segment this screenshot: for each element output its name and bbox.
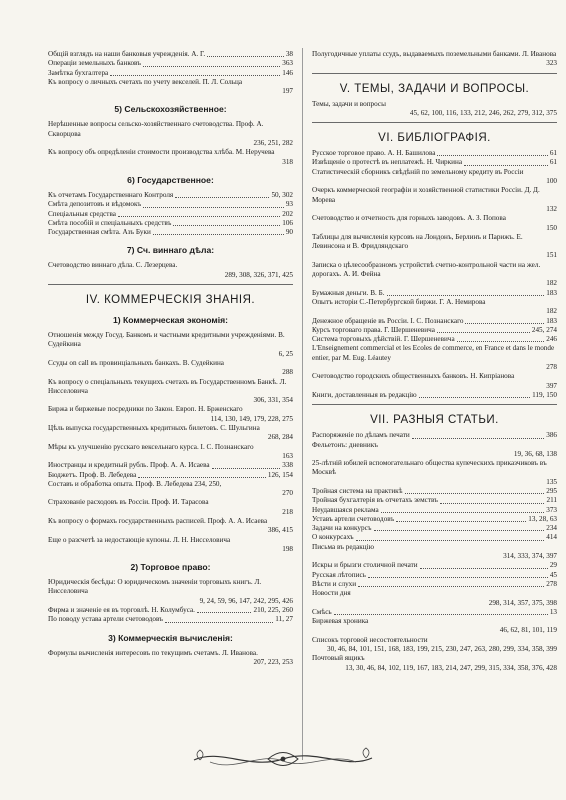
section-divider — [312, 404, 557, 405]
entry-pages: 13, 28, 63 — [528, 514, 557, 523]
entry-pages: 246 — [546, 335, 557, 344]
index-entry — [312, 487, 557, 496]
entry-title: Счетоводство городскихъ общественныхъ банковъ. Н. Кипріанова — [312, 372, 515, 381]
entry-title: Биржа и биржевые посредники по Закон. Европ. Н. Брженскаго — [48, 405, 243, 414]
dot-leader — [405, 493, 545, 494]
entry-pages: 132 — [546, 204, 557, 213]
index-entry — [48, 69, 293, 78]
entry-pages: 30, 46, 84, 101, 151, 168, 183, 199, 215, 230, 247, 263, 280, 299, 334, 358, 399 — [327, 645, 557, 654]
entry-title: Смѣсь — [312, 607, 332, 616]
entry-pages: 182 — [546, 279, 557, 288]
index-entry — [312, 506, 557, 515]
entry-title: Цѣль выпуска государственныхъ кредитныхъ билетовъ. С. Шульгина — [48, 424, 260, 433]
section-title-v: V. ТЕМЫ, ЗАДАЧИ И ВОПРОСЫ. — [339, 82, 530, 95]
index-entry — [312, 344, 557, 372]
entry-title: Отношенія между Госуд. Банкомъ и частными кредитными учрежденіями. В. Судейкина — [48, 331, 285, 349]
entry-title: Тройная бухгалтерія въ отчетахъ земствъ — [312, 496, 438, 505]
entry-pages: 234 — [546, 524, 557, 533]
subsection-list-iv-2 — [48, 578, 293, 624]
entry-pages: 236, 251, 282 — [253, 139, 293, 148]
entry-pages: 119, 150 — [532, 390, 557, 399]
dot-leader — [374, 530, 545, 531]
left-column — [48, 50, 293, 667]
entry-pages: 318 — [282, 157, 293, 166]
index-entry — [312, 543, 557, 562]
entry-title: Бюджетъ. Проф. В. Лебедева — [48, 470, 137, 479]
entry-title: Счетоводство виннаго дѣла. С. Лезерцева. — [48, 261, 178, 270]
dot-leader — [420, 568, 548, 569]
index-entry — [312, 317, 557, 326]
dot-leader — [197, 612, 252, 613]
entry-pages: 135 — [546, 477, 557, 486]
entry-title: Бумажныя деньги. В. Б. — [312, 288, 385, 297]
entry-title: Юридическія бесѣды: О юридическомъ значеніи торговыхъ книгъ. Л. Нисселовича — [48, 578, 262, 596]
entry-title: По поводу устава артели счетоводовъ — [48, 615, 163, 624]
index-entry — [312, 608, 557, 617]
entry-pages: 150 — [546, 223, 557, 232]
dot-leader — [465, 323, 544, 324]
entry-title: Общій взглядъ на наши банковыя учрежденія. А. Г. — [48, 50, 206, 58]
entry-title: Таблицы для вычисленія курсовъ на Лондонъ, Берлинъ и Парижъ. Е. Левинсона и В. Фридляндскаго — [312, 232, 523, 251]
entry-title: Еще о разсчетѣ за недостающіе купоны. Л. Н. Нисселовича — [48, 535, 231, 544]
dot-leader — [110, 75, 280, 76]
entry-title: Смѣта пособій и спеціальныхъ средствъ — [48, 218, 172, 227]
entry-pages: 13 — [549, 607, 557, 616]
dot-leader — [173, 225, 280, 226]
entry-title: Письма въ редакцію — [312, 542, 374, 551]
entry-title: Опытъ исторіи С.-Петербургской биржи. Г. А. Немирова — [312, 297, 486, 306]
entry-pages: 198 — [282, 544, 293, 553]
entry-pages: 270 — [282, 489, 293, 498]
entry-title: Фельетонъ: дневникъ — [312, 440, 378, 449]
subsection-list-iv-1 — [48, 331, 293, 554]
entry-pages: 46, 62, 81, 101, 119 — [499, 626, 557, 635]
index-entry — [312, 391, 557, 400]
section-list-vii — [312, 431, 557, 673]
entry-title: Вѣсти и слухи — [312, 579, 357, 588]
entry-pages: 182 — [546, 307, 557, 316]
index-entry — [312, 214, 557, 233]
section-title-vi: VI. БИБЛІОГРАФІЯ. — [378, 132, 491, 145]
subsection-list-7 — [48, 261, 293, 280]
entry-title: Государственная смѣта. Азъ Буки — [48, 228, 151, 237]
entry-title: Русское торговое право. А. Н. Башилова — [312, 149, 436, 158]
entry-title: Замѣтка бухгалтера — [48, 68, 109, 77]
entry-title: Русская лѣтопись — [312, 570, 366, 579]
right-top-list — [312, 50, 557, 69]
left-top-list — [48, 50, 293, 96]
entry-title: О конкурсахъ — [312, 533, 354, 542]
entry-title: Биржевая хроника — [312, 617, 369, 626]
index-entry — [48, 219, 293, 228]
entry-pages: 414 — [546, 533, 557, 542]
entry-pages: 61 — [549, 149, 557, 158]
entry-pages: 211 — [546, 496, 557, 505]
entry-title: Къ вопросу о формахъ государственныхъ расписей. Проф. А. А. Исаева — [48, 516, 268, 525]
entry-pages: 106 — [282, 218, 293, 227]
index-entry — [48, 405, 293, 424]
dot-leader — [153, 234, 284, 235]
index-entry — [48, 471, 293, 480]
index-entry — [48, 536, 293, 555]
index-entry — [48, 615, 293, 624]
entry-title: Къ вопросу объ опредѣленіи стоимости производства хлѣба. М. Неручева — [48, 148, 275, 157]
entry-pages: 268, 284 — [267, 433, 293, 442]
entry-pages: 19, 36, 68, 138 — [513, 449, 557, 458]
subsection-list-iv-3 — [48, 649, 293, 668]
index-entry — [48, 78, 293, 97]
dot-leader — [358, 586, 544, 587]
entry-title: Иностранцы и кредитный рубль. Проф. А. А. Исаева — [48, 461, 210, 470]
entry-pages: 183 — [546, 288, 557, 297]
entry-title: Составъ и обработка опыта. Проф. В. Лебедева 234, 250, — [48, 479, 222, 488]
entry-pages: 126, 154 — [267, 470, 293, 479]
index-entry — [312, 571, 557, 580]
entry-pages: 146 — [282, 68, 293, 77]
entry-title: Смѣта депозитовъ и вѣдомокъ — [48, 200, 142, 209]
index-entry — [48, 50, 293, 59]
index-entry — [48, 378, 293, 406]
subsection-list-5 — [48, 120, 293, 166]
entry-title: Страхованіе расходовъ въ Россіи. Проф. И. Тарасова — [48, 498, 209, 507]
index-entry — [312, 158, 557, 167]
index-entry — [312, 335, 557, 344]
entry-title: Неудавшаяся реклама — [312, 505, 379, 514]
dot-leader — [334, 614, 548, 615]
index-entry — [48, 606, 293, 615]
dot-leader — [143, 207, 284, 208]
entry-pages: 288 — [282, 368, 293, 377]
entry-title: Къ вопросу о личныхъ счетахъ по учету векселей. П. Л. Сольца — [48, 77, 243, 86]
index-entry — [312, 298, 557, 317]
right-column — [312, 50, 557, 673]
index-entry — [48, 228, 293, 237]
subsection-title-iv-3: 3) Коммерческія вычисленія: — [108, 632, 233, 643]
index-entry — [312, 636, 557, 655]
index-entry — [48, 120, 293, 148]
entry-title: Операціи земельныхъ банковъ — [48, 59, 141, 68]
entry-pages: 386 — [546, 431, 557, 440]
dot-leader — [175, 197, 269, 198]
index-entry — [312, 289, 557, 298]
subsection-list-6 — [48, 191, 293, 237]
index-entry — [48, 461, 293, 470]
entry-title: Уставъ артели счетоводовъ — [312, 514, 395, 523]
dot-leader — [440, 503, 545, 504]
entry-pages: 338 — [282, 461, 293, 470]
entry-title: Статистическій сборникъ свѣдѣній по земельному кредиту въ Россіи — [312, 167, 524, 176]
entry-title: Почтовый ящикъ — [312, 654, 365, 663]
entry-title: Фирма и значеніе ея въ торговлѣ. Н. Колумбуса. — [48, 606, 195, 615]
entry-pages: 114, 130, 149, 179, 228, 275 — [210, 414, 293, 423]
index-entry — [312, 654, 557, 673]
index-entry — [312, 233, 557, 261]
entry-title: Ссуды on call въ провинціальныхъ банкахъ. В. Судейкина — [48, 358, 224, 367]
index-entry — [48, 200, 293, 209]
index-entry — [312, 431, 557, 440]
index-entry — [312, 100, 557, 119]
entry-pages: 151 — [546, 251, 557, 260]
dot-leader — [381, 512, 545, 513]
index-entry — [48, 498, 293, 517]
section-title-iv: IV. КОММЕРЧЕСКІЯ ЗНАНІЯ. — [85, 294, 256, 307]
entry-pages: 9, 24, 59, 96, 147, 242, 295, 426 — [199, 596, 293, 605]
index-entry — [48, 443, 293, 462]
entry-title: Списокъ торговой несостоятельности — [312, 635, 428, 644]
entry-pages: 183 — [546, 316, 557, 325]
entry-title: Новости дня — [312, 589, 351, 598]
entry-pages: 373 — [546, 505, 557, 514]
entry-pages: 90 — [285, 228, 293, 237]
index-entry — [312, 149, 557, 158]
entry-pages: 295 — [546, 486, 557, 495]
entry-pages: 61 — [549, 158, 557, 167]
entry-pages: 210, 225, 260 — [253, 606, 293, 615]
entry-pages: 323 — [546, 59, 557, 68]
entry-title: Полугодичные уплаты ссудъ, выдаваемыхъ поземельными банками. Л. Иванова — [312, 50, 557, 58]
entry-pages: 386, 415 — [267, 526, 293, 535]
entry-pages: 363 — [282, 59, 293, 68]
entry-pages: 29 — [549, 561, 557, 570]
entry-title: Извѣщеніе о протестѣ въ неплатежѣ. Н. Чиркина — [312, 158, 463, 167]
subsection-title-6: 6) Государственное: — [127, 174, 214, 185]
entry-pages: 93 — [285, 200, 293, 209]
index-entry — [48, 210, 293, 219]
entry-title: Тройная система на практикѣ — [312, 486, 403, 495]
entry-pages: 314, 333, 374, 397 — [503, 552, 557, 561]
dot-leader — [457, 341, 545, 342]
entry-title: Система торговыхъ дѣйствій. Г. Шершеневича — [312, 335, 455, 344]
index-entry — [48, 359, 293, 378]
index-entry — [312, 459, 557, 487]
index-entry — [312, 561, 557, 570]
index-entry — [48, 424, 293, 443]
entry-pages: 50, 302 — [271, 190, 293, 199]
index-entry — [312, 589, 557, 608]
index-entry — [48, 517, 293, 536]
entry-title: 25-лѣтній юбилей вспомогательнаго общества купеческихъ приказчиковъ въ Москвѣ — [312, 459, 547, 477]
index-entry — [312, 617, 557, 636]
entry-pages: 11, 27 — [275, 615, 293, 624]
section-list-v — [312, 100, 557, 119]
entry-pages: 13, 30, 46, 84, 102, 119, 167, 183, 214, 247, 299, 315, 334, 358, 376, 428 — [345, 663, 557, 672]
entry-title: L'Enseignement commercial et les Ecoles de commerce, en France et dans le monde entier, par M. Eug. Léautey — [312, 344, 555, 362]
dot-leader — [437, 332, 530, 333]
entry-title: Курсъ торговаго права. Г. Шершеневича — [312, 325, 435, 334]
index-entry — [312, 372, 557, 391]
index-entry — [48, 191, 293, 200]
subsection-title-7: 7) Сч. виннаго дѣла: — [126, 245, 215, 256]
index-entry — [48, 148, 293, 167]
index-entry — [312, 515, 557, 524]
section-divider — [48, 284, 293, 285]
entry-pages: 202 — [282, 209, 293, 218]
entry-title: Записка о цѣлесообразномъ устройствѣ счетно-контрольной части на жел. дорогахъ. А. И. Фейна — [312, 260, 541, 279]
entry-title: Денежное обращеніе въ Россіи. I. С. Познанскаго — [312, 316, 464, 325]
entry-title: Формулы вычисленія интересовъ по текущимъ счетамъ. Л. Иванова. — [48, 648, 258, 657]
entry-pages: 218 — [282, 507, 293, 516]
dot-leader — [437, 155, 547, 156]
column-divider — [302, 48, 303, 760]
entry-pages: 278 — [546, 579, 557, 588]
dot-leader — [165, 622, 273, 623]
entry-pages: 278 — [546, 363, 557, 372]
entry-pages: 397 — [546, 381, 557, 390]
dot-leader — [464, 165, 548, 166]
entry-pages: 45, 62, 100, 116, 133, 212, 246, 262, 279, 312, 375 — [409, 108, 557, 117]
dot-leader — [212, 468, 281, 469]
entry-pages: 100 — [546, 177, 557, 186]
dot-leader — [207, 56, 284, 57]
entry-title: Книги, доставленныя въ редакцію — [312, 390, 417, 399]
index-entry — [312, 168, 557, 187]
index-entry — [48, 578, 293, 606]
entry-pages: 6, 25 — [278, 349, 293, 358]
entry-title: Очеркъ коммерческой географіи и хозяйственной статистики Россіи. Д. Д. Морева — [312, 186, 540, 204]
dot-leader — [356, 540, 545, 541]
entry-title: Мѣры къ улучшенію русскаго вексельнаго курса. I. С. Познанскаго — [48, 442, 254, 451]
index-entry — [312, 496, 557, 505]
index-entry — [48, 480, 293, 499]
section-divider — [312, 122, 557, 123]
subsection-title-iv-1: 1) Коммерческая экономія: — [113, 315, 228, 326]
entry-pages: 289, 308, 326, 371, 425 — [224, 270, 293, 279]
subsection-title-iv-2: 2) Торговое право: — [130, 562, 211, 573]
index-entry — [312, 261, 557, 289]
entry-title: Къ отчетамъ Государственнаго Контроля — [48, 190, 174, 199]
entry-title: Счетоводство и отчетность для горныхъ заводовъ. А. З. Попова — [312, 214, 506, 223]
index-entry — [312, 326, 557, 335]
entry-title: Искры и брызги столичной печати — [312, 561, 418, 570]
entry-pages: 45 — [549, 570, 557, 579]
dot-leader — [368, 577, 548, 578]
dot-leader — [419, 397, 531, 398]
index-entry — [312, 186, 557, 214]
entry-pages: 245, 274 — [531, 325, 557, 334]
dot-leader — [138, 477, 266, 478]
dot-leader — [118, 216, 280, 217]
entry-pages: 197 — [282, 87, 293, 96]
section-divider — [312, 73, 557, 74]
index-entry — [312, 524, 557, 533]
entry-pages: 38 — [285, 50, 293, 58]
index-entry — [312, 441, 557, 460]
dot-leader — [387, 295, 545, 296]
section-title-vii: VII. РАЗНЫЯ СТАТЬИ. — [370, 414, 499, 427]
index-entry — [48, 649, 293, 668]
section-list-vi — [312, 149, 557, 400]
index-entry — [48, 59, 293, 68]
index-entry — [48, 261, 293, 280]
dot-leader — [412, 438, 545, 439]
entry-title: Спеціальныя средства — [48, 209, 116, 218]
entry-title: Распоряженіе по дѣламъ печати — [312, 431, 410, 440]
entry-title: Темы, задачи и вопросы — [312, 99, 386, 108]
index-entry — [312, 50, 557, 69]
index-entry — [312, 533, 557, 542]
dot-leader — [396, 521, 526, 522]
entry-title: Къ вопросу о спеціальныхъ текущихъ счетахъ въ Государственномъ Банкѣ. Л. Нисселовича — [48, 377, 287, 395]
index-entry — [48, 331, 293, 359]
entry-pages: 306, 331, 354 — [253, 396, 293, 405]
entry-pages: 207, 223, 253 — [253, 657, 293, 666]
subsection-title-5: 5) Сельскохозяйственное: — [114, 104, 227, 115]
entry-title: Нерѣшенные вопросы сельско-хозяйственнаго счетоводства. Проф. А. Скворцова — [48, 120, 264, 138]
ornament-flourish — [190, 744, 376, 774]
entry-title: Задачи на конкурсъ — [312, 524, 372, 533]
index-entry — [312, 580, 557, 589]
entry-pages: 163 — [282, 451, 293, 460]
dot-leader — [143, 66, 280, 67]
entry-pages: 298, 314, 357, 375, 398 — [488, 598, 557, 607]
